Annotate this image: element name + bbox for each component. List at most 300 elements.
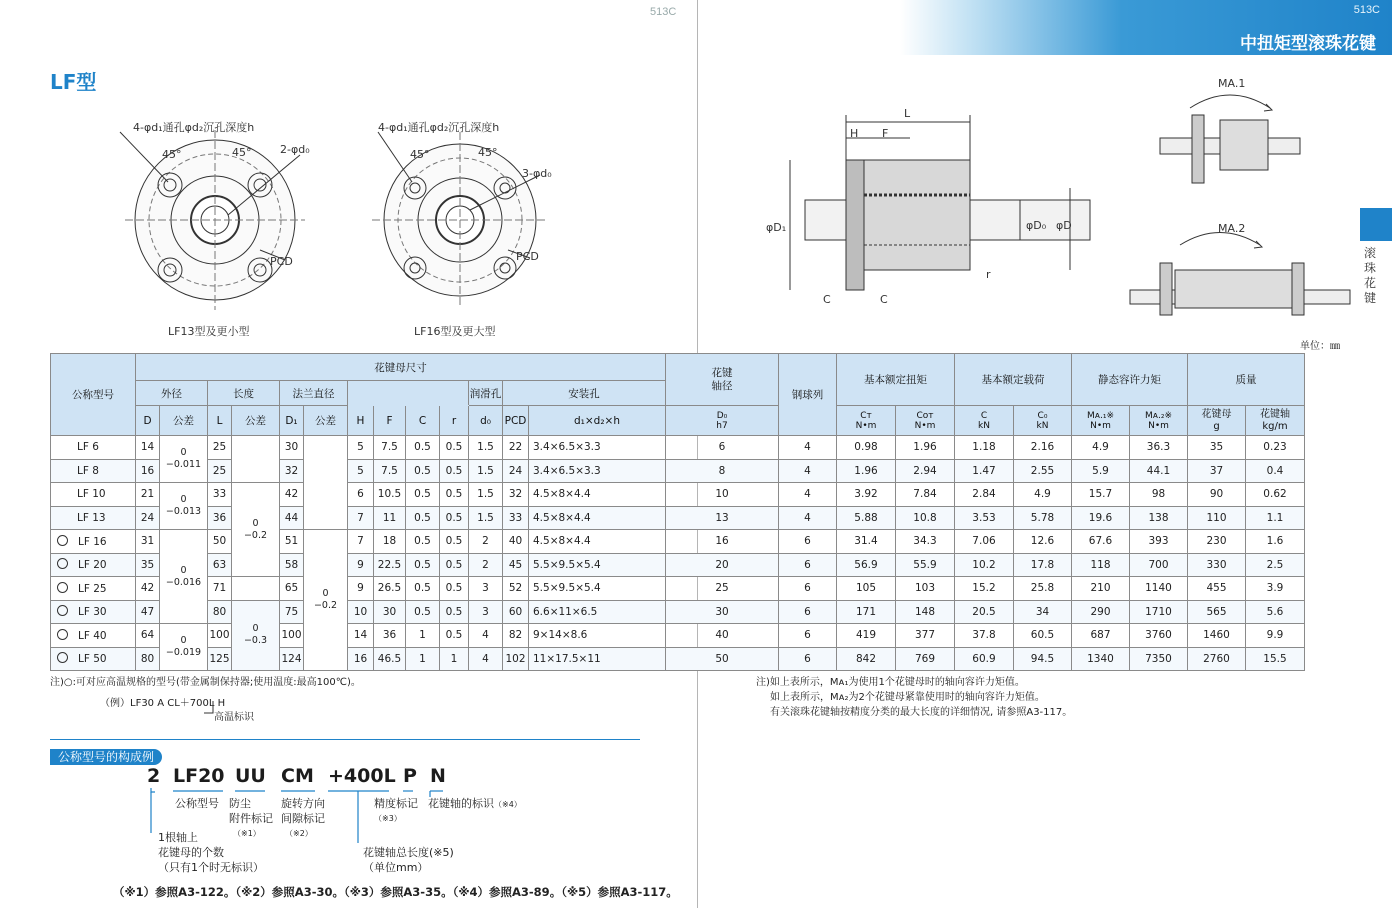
cell-COT: 55.9 — [896, 553, 955, 577]
right-flange-drawing — [372, 132, 548, 308]
hdr-C0: C₀ kN — [1014, 406, 1072, 436]
high-temp-mark-icon — [57, 558, 68, 569]
left-angle-label-1: 45° — [162, 148, 182, 161]
table-row — [51, 600, 1305, 624]
side-view-drawing — [770, 100, 1100, 320]
cell-F: 10.5 — [374, 483, 406, 507]
dim-H: H — [850, 127, 859, 140]
cell-hole: 4.5×8×4.4 — [529, 483, 666, 507]
cell-D0: 13 — [666, 506, 779, 530]
cell-PCD: 82 — [503, 624, 529, 648]
cell-MA1: 210 — [1072, 577, 1130, 601]
cell-CT: 31.4 — [837, 530, 896, 554]
dim-F: F — [882, 127, 889, 140]
cell-CT: 3.92 — [837, 483, 896, 507]
table-row — [51, 577, 1305, 601]
left-flange-drawing — [120, 130, 305, 310]
cell-shaft: 9.9 — [1246, 624, 1305, 648]
cell-COT: 34.3 — [896, 530, 955, 554]
cell-MA2: 44.1 — [1130, 459, 1188, 483]
cell-model: LF 6 — [51, 436, 136, 460]
cell-C0: 60.5 — [1014, 624, 1072, 648]
cell-MA2: 36.3 — [1130, 436, 1188, 460]
cell-MA2: 138 — [1130, 506, 1188, 530]
cell-MA1: 19.6 — [1072, 506, 1130, 530]
cell-C: 0.5 — [406, 553, 440, 577]
moment-drawings — [1120, 80, 1360, 320]
cell-Cd: 60.9 — [955, 647, 1014, 671]
right-angle-label-2: 45° — [478, 146, 498, 159]
cell-C0: 2.55 — [1014, 459, 1072, 483]
cell-F: 18 — [374, 530, 406, 554]
cell-model: LF 8 — [51, 459, 136, 483]
cell-hole: 5.5×9.5×5.4 — [529, 577, 666, 601]
code-part-shaft: N — [430, 765, 446, 787]
cell-model: LF 25 — [51, 577, 136, 601]
code-part-seal: UU — [235, 765, 266, 787]
cell-D0: 6 — [666, 436, 779, 460]
cell-d0: 3 — [469, 600, 503, 624]
cell-MA1: 4.9 — [1072, 436, 1130, 460]
cell-MA2: 700 — [1130, 553, 1188, 577]
code-part-precision: P — [403, 765, 417, 787]
header-band — [900, 0, 1392, 55]
cell-nut: 35 — [1188, 436, 1246, 460]
cell-d0: 1.5 — [469, 483, 503, 507]
cell-PCD: 32 — [503, 483, 529, 507]
cell-MA2: 1710 — [1130, 600, 1188, 624]
hdr-mass: 质量 — [1188, 354, 1305, 406]
dim-L: L — [904, 107, 911, 120]
hdr-nut-mass: 花键母 g — [1188, 406, 1246, 436]
cell-hole: 6.6×11×6.5 — [529, 600, 666, 624]
tolerance-cell — [232, 577, 280, 601]
cell-MA1: 1340 — [1072, 647, 1130, 671]
label-seal: 防尘 附件标记 （※1） — [229, 797, 273, 838]
cell-d0: 1.5 — [469, 436, 503, 460]
cell-CT: 419 — [837, 624, 896, 648]
cell-C: 0.5 — [406, 530, 440, 554]
cell-L: 63 — [208, 553, 232, 577]
cell-F: 22.5 — [374, 553, 406, 577]
cell-d0: 4 — [469, 624, 503, 648]
hdr-COT: Cоᴛ N•m — [896, 406, 955, 436]
cell-CT: 0.98 — [837, 436, 896, 460]
cell-D: 31 — [136, 530, 160, 554]
cell-CT: 171 — [837, 600, 896, 624]
cell-model: LF 10 — [51, 483, 136, 507]
cell-D1: 75 — [280, 600, 304, 624]
cell-C0: 94.5 — [1014, 647, 1072, 671]
cell-r: 0.5 — [440, 624, 469, 648]
cell-r: 0.5 — [440, 436, 469, 460]
cell-r: 0.5 — [440, 459, 469, 483]
hdr-moment: 静态容许力矩 — [1072, 354, 1188, 406]
dim-C-left: C — [823, 293, 831, 306]
cell-C: 0.5 — [406, 436, 440, 460]
tolerance-cell: 0 −0.019 — [160, 624, 208, 671]
left-page-number: 513C — [650, 6, 677, 18]
example-tag: 高温标识 — [214, 712, 254, 723]
cell-D: 64 — [136, 624, 160, 648]
right-note-3: 有关滚珠花键轴按精度分类的最大长度的详细情况, 请参照A3-117。 — [770, 707, 1073, 718]
cell-COT: 1.96 — [896, 436, 955, 460]
cell-D1: 30 — [280, 436, 304, 460]
cell-F: 36 — [374, 624, 406, 648]
cell-MA1: 15.7 — [1072, 483, 1130, 507]
cell-CT: 5.88 — [837, 506, 896, 530]
spec-table-body — [51, 436, 1305, 671]
right-caption: LF16型及更大型 — [414, 325, 496, 338]
cell-shaft: 15.5 — [1246, 647, 1305, 671]
cell-H: 9 — [348, 577, 374, 601]
cell-balls: 6 — [779, 553, 837, 577]
hdr-nut-dim: 花键母尺寸 — [136, 354, 666, 381]
cell-D: 16 — [136, 459, 160, 483]
cell-Cd: 20.5 — [955, 600, 1014, 624]
hdr-L-tol: 公差 — [232, 406, 280, 436]
cell-L: 100 — [208, 624, 232, 648]
cell-L: 50 — [208, 530, 232, 554]
hdr-Cd: C kN — [955, 406, 1014, 436]
cell-L: 25 — [208, 436, 232, 460]
cell-L: 36 — [208, 506, 232, 530]
cell-D: 24 — [136, 506, 160, 530]
cell-MA1: 290 — [1072, 600, 1130, 624]
cell-D0: 10 — [666, 483, 779, 507]
cell-d0: 2 — [469, 530, 503, 554]
tolerance-cell: 0 −0.2 — [232, 483, 280, 577]
cell-Cd: 1.47 — [955, 459, 1014, 483]
cell-D0: 25 — [666, 577, 779, 601]
cell-D0: 30 — [666, 600, 779, 624]
cell-COT: 148 — [896, 600, 955, 624]
hdr-F: F — [374, 406, 406, 436]
cell-C0: 12.6 — [1014, 530, 1072, 554]
cell-F: 11 — [374, 506, 406, 530]
label-model: 公称型号 — [175, 797, 219, 810]
cell-hole: 5.5×9.5×5.4 — [529, 553, 666, 577]
cell-F: 46.5 — [374, 647, 406, 671]
label-shaft-mark: 花键轴的标识（※4） — [428, 797, 522, 810]
cell-Cd: 1.18 — [955, 436, 1014, 460]
cell-C: 0.5 — [406, 459, 440, 483]
cell-balls: 6 — [779, 600, 837, 624]
cell-F: 7.5 — [374, 459, 406, 483]
cell-COT: 769 — [896, 647, 955, 671]
cell-COT: 377 — [896, 624, 955, 648]
cell-balls: 4 — [779, 436, 837, 460]
cell-MA1: 5.9 — [1072, 459, 1130, 483]
cell-MA1: 687 — [1072, 624, 1130, 648]
side-tab — [1360, 208, 1392, 241]
cell-shaft: 0.23 — [1246, 436, 1305, 460]
high-temp-mark-icon — [57, 629, 68, 640]
high-temp-mark-icon — [57, 605, 68, 616]
cell-D0: 40 — [666, 624, 779, 648]
high-temp-mark-icon — [57, 535, 68, 546]
cell-D1: 44 — [280, 506, 304, 530]
code-part-count: 2 — [147, 765, 161, 787]
code-part-model: LF20 — [173, 765, 225, 787]
cell-C0: 34 — [1014, 600, 1072, 624]
cell-L: 80 — [208, 600, 232, 624]
moment-label-2: MA.2 — [1218, 222, 1246, 235]
tolerance-cell: 0 −0.3 — [232, 600, 280, 671]
cell-r: 1 — [440, 647, 469, 671]
hdr-D1: D₁ — [280, 406, 304, 436]
cell-PCD: 52 — [503, 577, 529, 601]
cell-D: 21 — [136, 483, 160, 507]
cell-r: 0.5 — [440, 577, 469, 601]
tolerance-cell: 0 −0.2 — [304, 530, 348, 671]
hdr-D0: D₀ h7 — [666, 406, 779, 436]
high-temp-mark-icon — [57, 582, 68, 593]
cell-D: 80 — [136, 647, 160, 671]
cell-C0: 4.9 — [1014, 483, 1072, 507]
cell-F: 7.5 — [374, 436, 406, 460]
cell-model: LF 40 — [51, 624, 136, 648]
cell-PCD: 22 — [503, 436, 529, 460]
cell-PCD: 102 — [503, 647, 529, 671]
cell-C: 0.5 — [406, 600, 440, 624]
left-note: 注)○:可对应高温规格的型号(带金属制保持器;使用温度:最高100℃)。 — [50, 677, 361, 688]
cell-MA2: 7350 — [1130, 647, 1188, 671]
cell-hole: 3.4×6.5×3.3 — [529, 459, 666, 483]
hdr-torque: 基本额定扭矩 — [837, 354, 955, 406]
cell-shaft: 1.1 — [1246, 506, 1305, 530]
cell-C: 1 — [406, 647, 440, 671]
page-title: LF型 — [50, 70, 97, 94]
cell-CT: 842 — [837, 647, 896, 671]
cell-D: 14 — [136, 436, 160, 460]
code-part-rotation: CM — [281, 765, 314, 787]
right-pin-label: 3-φd₀ — [522, 167, 552, 180]
cell-C: 0.5 — [406, 577, 440, 601]
cell-nut: 110 — [1188, 506, 1246, 530]
moment-label-1: MA.1 — [1218, 77, 1246, 90]
hdr-MA2: Mᴀ.₂※ N•m — [1130, 406, 1188, 436]
left-pin-label: 2-φd₀ — [280, 143, 310, 156]
cell-balls: 6 — [779, 530, 837, 554]
left-angle-label-2: 45° — [232, 146, 252, 159]
cell-L: 33 — [208, 483, 232, 507]
cell-MA2: 98 — [1130, 483, 1188, 507]
hdr-D1-tol: 公差 — [304, 406, 348, 436]
cell-PCD: 24 — [503, 459, 529, 483]
cell-shaft: 3.9 — [1246, 577, 1305, 601]
hdr-load: 基本额定载荷 — [955, 354, 1072, 406]
cell-COT: 7.84 — [896, 483, 955, 507]
cell-COT: 103 — [896, 577, 955, 601]
table-row — [51, 483, 1305, 507]
cell-balls: 4 — [779, 459, 837, 483]
cell-H: 9 — [348, 553, 374, 577]
cell-D: 42 — [136, 577, 160, 601]
cell-C: 1 — [406, 624, 440, 648]
cell-MA2: 393 — [1130, 530, 1188, 554]
cell-D1: 32 — [280, 459, 304, 483]
cell-COT: 2.94 — [896, 459, 955, 483]
tolerance-cell: 0 −0.013 — [160, 483, 208, 530]
cell-d0: 1.5 — [469, 459, 503, 483]
hdr-od: 外径 — [136, 381, 208, 406]
cell-C: 0.5 — [406, 506, 440, 530]
cell-model: LF 50 — [51, 647, 136, 671]
cell-Cd: 15.2 — [955, 577, 1014, 601]
cell-r: 0.5 — [440, 483, 469, 507]
cell-D0: 16 — [666, 530, 779, 554]
cell-balls: 6 — [779, 647, 837, 671]
label-precision: 精度标记 （※3） — [374, 797, 418, 823]
hdr-H: H — [348, 406, 374, 436]
cell-nut: 230 — [1188, 530, 1246, 554]
cell-D1: 58 — [280, 553, 304, 577]
right-angle-label-1: 45° — [410, 148, 430, 161]
hdr-mount: 安装孔 — [503, 381, 666, 406]
hdr-d0: d₀ — [469, 406, 503, 436]
cell-CT: 1.96 — [837, 459, 896, 483]
section-title: 公称型号的构成例 — [50, 749, 162, 765]
code-footnote: （※1）参照A3-122。（※2）参照A3-30。（※3）参照A3-35。（※4）参照A3-89。（※5）参照A3-117。 — [113, 885, 678, 899]
cell-model: LF 20 — [51, 553, 136, 577]
right-page-number: 513C — [1353, 4, 1380, 16]
hdr-C: C — [406, 406, 440, 436]
cell-Cd: 37.8 — [955, 624, 1014, 648]
cell-F: 30 — [374, 600, 406, 624]
label-length: 花键轴总长度(※5) （单位mm） — [363, 846, 454, 874]
cell-PCD: 40 — [503, 530, 529, 554]
cell-Cd: 3.53 — [955, 506, 1014, 530]
tolerance-cell: 0 −0.016 — [160, 530, 208, 624]
tolerance-cell: 0 −0.011 — [160, 436, 208, 483]
cell-r: 0.5 — [440, 553, 469, 577]
cell-PCD: 45 — [503, 553, 529, 577]
section-rule — [50, 739, 640, 740]
cell-hole: 11×17.5×11 — [529, 647, 666, 671]
right-note-1: 注)如上表所示，Mᴀ₁为使用1个花键母时的轴向容许力矩值。 — [756, 677, 1025, 688]
right-hole-label: 4-φd₁通孔φd₂沉孔深度h — [378, 121, 500, 134]
label-count: 1根轴上 花键母的个数 （只有1个时无标识） — [158, 831, 264, 874]
left-caption: LF13型及更小型 — [168, 325, 250, 338]
cell-model: LF 16 — [51, 530, 136, 554]
code-part-length: +400L — [328, 765, 396, 787]
dim-D1: φD₁ — [766, 221, 787, 234]
cell-hole: 9×14×8.6 — [529, 624, 666, 648]
cell-balls: 6 — [779, 577, 837, 601]
side-tab-text: 滚珠花键 — [1363, 246, 1376, 305]
cell-D1: 42 — [280, 483, 304, 507]
header-title: 中扭矩型滚珠花键 — [1240, 34, 1376, 54]
cell-nut: 330 — [1188, 553, 1246, 577]
cell-D0: 20 — [666, 553, 779, 577]
cell-L: 125 — [208, 647, 232, 671]
cell-model: LF 13 — [51, 506, 136, 530]
hdr-hole: d₁×d₂×h — [529, 406, 666, 436]
cell-D1: 100 — [280, 624, 304, 648]
cell-H: 5 — [348, 459, 374, 483]
cell-CT: 105 — [837, 577, 896, 601]
cell-Cd: 7.06 — [955, 530, 1014, 554]
cell-COT: 10.8 — [896, 506, 955, 530]
cell-MA2: 1140 — [1130, 577, 1188, 601]
cell-nut: 1460 — [1188, 624, 1246, 648]
cell-r: 0.5 — [440, 530, 469, 554]
hdr-MA1: Mᴀ.₁※ N•m — [1072, 406, 1130, 436]
cell-F: 26.5 — [374, 577, 406, 601]
cell-shaft: 5.6 — [1246, 600, 1305, 624]
hdr-r: r — [440, 406, 469, 436]
unit-label: 单位：㎜ — [1300, 341, 1340, 352]
right-pcd-label: PCD — [516, 250, 539, 263]
cell-hole: 3.4×6.5×3.3 — [529, 436, 666, 460]
cell-nut: 565 — [1188, 600, 1246, 624]
left-hole-label: 4-φd₁通孔φd₂沉孔深度h — [133, 121, 255, 134]
cell-balls: 6 — [779, 624, 837, 648]
cell-shaft: 1.6 — [1246, 530, 1305, 554]
cell-C0: 17.8 — [1014, 553, 1072, 577]
cell-MA1: 118 — [1072, 553, 1130, 577]
dim-D: φD — [1056, 219, 1072, 232]
dim-D0: φD₀ — [1026, 219, 1047, 232]
cell-nut: 455 — [1188, 577, 1246, 601]
hdr-PCD: PCD — [503, 406, 529, 436]
cell-Cd: 2.84 — [955, 483, 1014, 507]
right-note-2: 如上表所示，Mᴀ₂为2个花键母紧靠使用时的轴向容许力矩值。 — [770, 692, 1045, 703]
cell-H: 14 — [348, 624, 374, 648]
cell-nut: 90 — [1188, 483, 1246, 507]
dim-C-right: C — [880, 293, 888, 306]
table-row — [51, 436, 1305, 460]
cell-C0: 2.16 — [1014, 436, 1072, 460]
cell-hole: 4.5×8×4.4 — [529, 506, 666, 530]
cell-D1: 51 — [280, 530, 304, 554]
cell-shaft: 2.5 — [1246, 553, 1305, 577]
cell-H: 7 — [348, 506, 374, 530]
hdr-shaft-dia: 花键轴径 — [666, 354, 779, 406]
hdr-lube: 润滑孔 — [469, 381, 503, 406]
cell-H: 6 — [348, 483, 374, 507]
cell-Cd: 10.2 — [955, 553, 1014, 577]
cell-H: 10 — [348, 600, 374, 624]
hdr-shaft-mass: 花键轴 kg/m — [1246, 406, 1305, 436]
hdr-flange: 法兰直径 — [280, 381, 348, 406]
cell-H: 16 — [348, 647, 374, 671]
cell-D: 47 — [136, 600, 160, 624]
cell-C0: 5.78 — [1014, 506, 1072, 530]
cell-nut: 37 — [1188, 459, 1246, 483]
cell-D1: 124 — [280, 647, 304, 671]
cell-PCD: 33 — [503, 506, 529, 530]
cell-shaft: 0.4 — [1246, 459, 1305, 483]
tolerance-cell — [232, 436, 280, 483]
hdr-CT: Cт N•m — [837, 406, 896, 436]
cell-H: 7 — [348, 530, 374, 554]
cell-r: 0.5 — [440, 600, 469, 624]
high-temp-mark-icon — [57, 652, 68, 663]
hdr-length: 长度 — [208, 381, 280, 406]
hdr-D: D — [136, 406, 160, 436]
cell-balls: 4 — [779, 506, 837, 530]
cell-D: 35 — [136, 553, 160, 577]
cell-model: LF 30 — [51, 600, 136, 624]
cell-C0: 25.8 — [1014, 577, 1072, 601]
hdr-D-tol: 公差 — [160, 406, 208, 436]
cell-L: 71 — [208, 577, 232, 601]
cell-D1: 65 — [280, 577, 304, 601]
cell-MA1: 67.6 — [1072, 530, 1130, 554]
spec-table — [50, 353, 1305, 671]
